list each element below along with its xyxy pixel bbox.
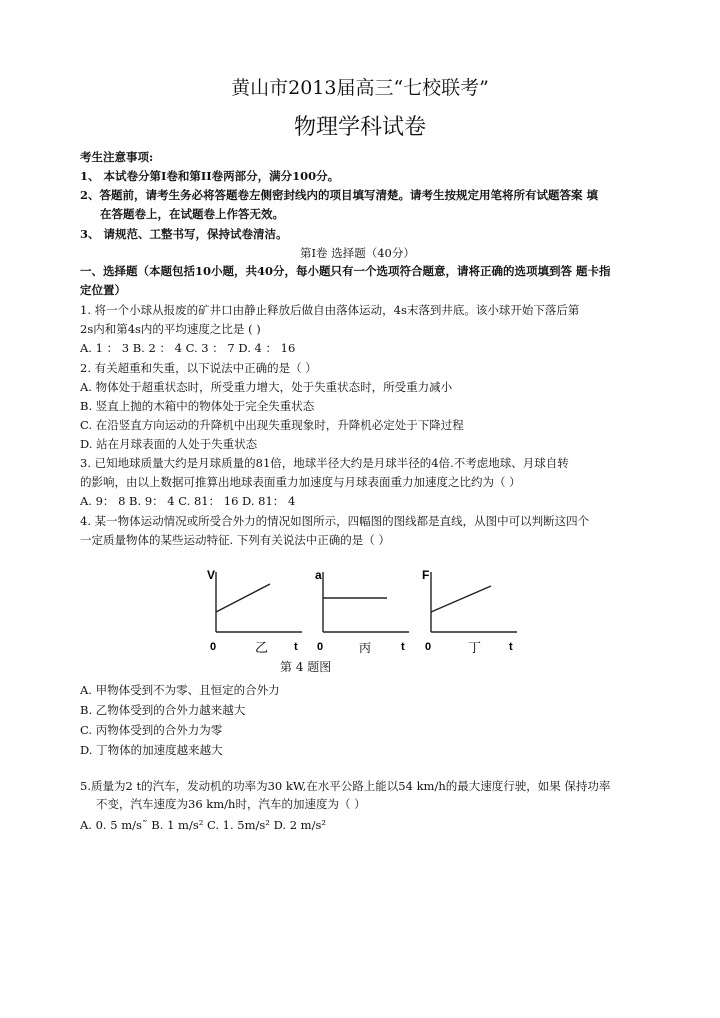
q3-stem-cont: 的影响，由以上数据可推算出地球表面重力加速度与月球表面重力加速度之比约为（ ） <box>80 475 521 489</box>
q1-stem: 1. 将一个小球从报废的矿井口由静止释放后做自由落体运动，4s末落到井底。该小球开始下落后第 <box>80 303 580 317</box>
origin-label: 0 <box>425 641 432 653</box>
q4-option-d: D. 丁物体的加速度越来越大 <box>80 743 223 757</box>
q5-options: A. 0. 5 m/s˜ B. 1 m/s² C. 1. 5m/s² D. 2 m/s² <box>80 818 326 832</box>
q4-figure-caption: 第 4 题图 <box>280 660 332 674</box>
q4-stem-cont: 一定质量物体的某些运动特征. 下列有关说法中正确的是（ ） <box>80 533 390 547</box>
q1-stem-cont: 2s内和第4s内的平均速度之比是 ( ) <box>80 322 261 336</box>
origin-label: 0 <box>317 641 324 653</box>
q4-option-a: A. 甲物体受到不为零、且恒定的合外力 <box>80 683 280 697</box>
q4-graph-yi <box>198 560 314 664</box>
x-axis-label: t <box>509 641 513 653</box>
notice-item-2: 2、答题前，请考生务必将答题卷左侧密封线内的项目填写清楚。请考生按规定用笔将所有试题答案 填 <box>80 188 598 202</box>
q1-options: A. 1 ： 3 B. 2 ： 4 C. 3 ： 7 D. 4 ： 16 <box>80 341 296 355</box>
notice-item-2-cont: 在答题卷上，在试题卷上作答无效。 <box>100 207 284 221</box>
graph-line <box>431 586 491 612</box>
q3-stem: 3. 已知地球质量大约是月球质量的81倍，地球半径大约是月球半径的4倍.不考虑地球、月球自转 <box>80 456 569 470</box>
q5-stem: 5.质量为2 t的汽车，发动机的功率为30 kW,在水平公路上能以54 km/h的最大速度行驶，如果 保持功率 <box>80 779 611 793</box>
section-instruction-cont: 定位置） <box>80 283 126 297</box>
graph-name: 丁 <box>468 640 482 655</box>
q2-option-a: A. 物体处于超重状态时，所受重力增大，处于失重状态时，所受重力减小 <box>80 380 453 394</box>
q2-option-b: B. 竖直上抛的木箱中的物体处于完全失重状态 <box>80 399 315 413</box>
q4-graph-ding <box>413 560 529 664</box>
q2-option-d: D. 站在月球表面的人处于失重状态 <box>80 437 258 451</box>
x-axis-label: t <box>401 641 405 653</box>
q4-stem: 4. 某一物体运动情况或所受合外力的情况如图所示，四幅图的图线都是直线，从图中可以判断这四个 <box>80 514 590 528</box>
notice-item-1: 1、 本试卷分第I卷和第II卷两部分，满分100分。 <box>80 169 340 183</box>
y-axis-label: F <box>422 568 430 582</box>
exam-subtitle: 物理学科试卷 <box>293 115 426 140</box>
graph-line <box>216 584 270 612</box>
section-title: 第I卷 选择题（40分） <box>300 246 415 260</box>
y-axis-label: a <box>315 568 322 582</box>
section-instruction: 一、选择题（本题包括10小题，共40分，每小题只有一个选项符合题意，请将正确的选项填到答 题卡指 <box>80 264 611 278</box>
q2-stem: 2. 有关超重和失重，以下说法中正确的是（ ） <box>80 361 317 375</box>
graph-name: 丙 <box>359 641 372 655</box>
q2-option-c: C. 在沿竖直方向运动的升降机中出现失重现象时，升降机必定处于下降过程 <box>80 418 464 432</box>
q4-option-b: B. 乙物体受到的合外力越来越大 <box>80 703 246 717</box>
x-axis-label: t <box>294 641 298 653</box>
exam-title: 黄山市2013届高三“七校联考” <box>231 77 489 99</box>
q3-options: A. 9： 8 B. 9： 4 C. 81： 16 D. 81： 4 <box>80 494 296 508</box>
notice-heading: 考生注意事项: <box>80 150 154 164</box>
notice-item-3: 3、 请规范、工整书写，保持试卷清洁。 <box>80 227 288 241</box>
q4-option-c: C. 丙物体受到的合外力为零 <box>80 723 223 737</box>
q4-graph-bing <box>305 560 421 664</box>
origin-label: 0 <box>210 641 217 653</box>
y-axis-label: V <box>207 568 216 582</box>
graph-name: 乙 <box>255 640 269 655</box>
q5-stem-cont: 不变，汽车速度为36 km/h时，汽车的加速度为（ ） <box>96 797 366 811</box>
